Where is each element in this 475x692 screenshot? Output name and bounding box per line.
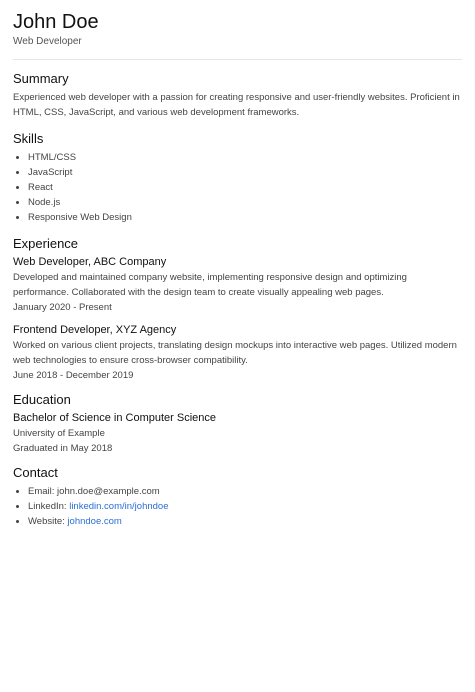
person-name: John Doe (13, 11, 99, 33)
skills-section (13, 130, 462, 225)
job-title: Web Developer, ABC Company (13, 256, 167, 268)
website-link[interactable]: johndoe.com (67, 516, 122, 527)
skill-item: • JavaScript (28, 165, 462, 180)
experience-heading: Experience (13, 236, 79, 251)
job-dates: June 2018 - December 2019 (13, 370, 134, 381)
website-label: Website: (28, 516, 68, 527)
school-name: University of Example (13, 428, 105, 439)
skills-heading: Skills (13, 131, 44, 146)
skill-item: • Responsive Web Design (28, 210, 462, 225)
contact-website-item (28, 514, 462, 529)
resume-header (13, 10, 462, 60)
linkedin-link[interactable]: linkedin.com/in/johndoe (69, 501, 169, 512)
contact-section (13, 464, 462, 529)
education-heading: Education (13, 392, 71, 407)
skills-list (13, 150, 462, 225)
linkedin-label: LinkedIn: (28, 501, 70, 512)
skill-item: • React (28, 180, 462, 195)
contact-heading: Contact (13, 465, 58, 480)
education-section (13, 391, 462, 456)
email-value: john.doe@example.com (57, 486, 160, 497)
graduation-date: Graduated in May 2018 (13, 443, 113, 454)
experience-section (13, 235, 462, 383)
degree-title: Bachelor of Science in Computer Science (13, 412, 216, 424)
person-title: Web Developer (13, 36, 82, 47)
job-description: Worked on various client projects, translating design mockups into interactive web pages. Utilized modern web technologies to ensure cross-browser compatibility. (13, 340, 457, 366)
skill-item: • HTML/CSS (28, 150, 462, 165)
contact-linkedin-item (28, 499, 462, 514)
summary-text: Experienced web developer with a passion for creating responsive and user-friendly websites. Proficient in HTML, CSS, JavaScript, and various web development frameworks. (13, 92, 460, 118)
summary-section (13, 70, 462, 120)
skill-item: • Node.js (28, 195, 462, 210)
summary-heading: Summary (13, 71, 69, 86)
job-title: Frontend Developer, XYZ Agency (13, 324, 177, 336)
contact-list (13, 484, 462, 529)
job-description: Developed and maintained company website, implementing responsive design and optimizing performance. Collaborated with the design team to create visually appealing web pages. (13, 272, 407, 298)
job-entry (13, 255, 462, 315)
email-label: Email: (28, 486, 58, 497)
education-entry (13, 411, 462, 456)
contact-email-item (28, 484, 462, 499)
job-dates: January 2020 - Present (13, 302, 112, 313)
job-entry (13, 323, 462, 383)
